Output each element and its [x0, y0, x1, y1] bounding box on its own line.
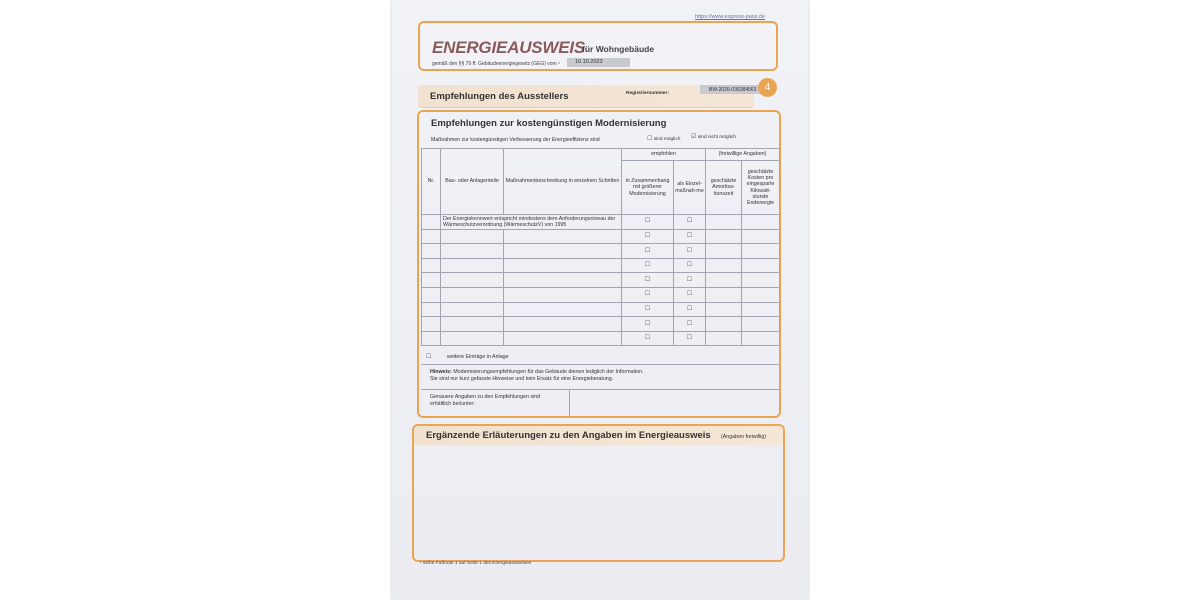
more-entries-label: weitere Einträge in Anlage [447, 354, 509, 360]
col-component: Bau- oder Anlagenteile [441, 149, 504, 215]
cell-component [441, 244, 504, 259]
table-row [422, 258, 780, 273]
checkbox-empty-icon[interactable]: ☐ [686, 247, 693, 254]
measures-table [421, 148, 780, 346]
table-row [422, 229, 780, 244]
table-row [422, 215, 780, 230]
cell-amortisation [706, 287, 742, 302]
cell-nr [422, 229, 441, 244]
more-entries-row [421, 350, 779, 364]
option-possible[interactable] [647, 135, 680, 142]
cell-description [504, 302, 622, 317]
details-text [430, 394, 540, 408]
hint-line-2: Sie sind nur kurz gefasste Hinweise und kein Ersatz für eine Energieberatung. [430, 376, 614, 383]
cell-in-context [622, 229, 674, 244]
measures-statement: Maßnahmen zur kostengünstigen Verbesserung der Energieeffizienz sind [431, 137, 600, 143]
checkbox-empty-icon[interactable]: ☐ [647, 136, 653, 142]
hint-line-1: Modernisierungsempfehlungen für das Gebäude dienen lediglich der Information. [453, 369, 644, 375]
table-row [422, 331, 780, 346]
col-description: Maßnahmenbeschreibung in einzelnen Schritten [504, 149, 622, 215]
cell-single-measure [674, 331, 706, 346]
option-possible-label: sind möglich [653, 137, 681, 142]
checkbox-empty-icon[interactable]: ☐ [686, 232, 693, 239]
additional-notes-title: Ergänzende Erläuterungen zu den Angaben im Energieausweis [426, 430, 711, 441]
cell-in-context [622, 273, 674, 288]
footnote: ¹ siehe Fußnote 1 auf Seite 1 des Energieausweises [420, 561, 532, 566]
checkbox-empty-icon[interactable]: ☐ [644, 320, 651, 327]
law-reference: gemäß den §§ 79 ff. Gebäudeenergiegesetz (GEG) vom ¹ [432, 61, 560, 67]
cell-amortisation [706, 215, 742, 230]
registration-number-field: BW-2026-036384563 [700, 85, 774, 94]
checkbox-checked-icon[interactable]: ☑ [691, 134, 697, 140]
cell-cost [742, 215, 780, 230]
details-row [421, 390, 779, 416]
cell-cost [742, 244, 780, 259]
cell-single-measure [674, 273, 706, 288]
cell-component [441, 229, 504, 244]
cell-component [441, 317, 504, 332]
cell-nr [422, 331, 441, 346]
details-line-2: erhältlich bei/unter: [430, 401, 475, 408]
checkbox-empty-icon[interactable]: ☐ [686, 218, 693, 225]
cell-cost [742, 302, 780, 317]
cell-cost [742, 317, 780, 332]
cell-cost [742, 331, 780, 346]
checkbox-empty-icon[interactable]: ☐ [686, 276, 693, 283]
cell-nr [422, 258, 441, 273]
cell-description [504, 287, 622, 302]
checkbox-empty-icon[interactable]: ☐ [426, 354, 432, 360]
cell-in-context [622, 244, 674, 259]
checkbox-empty-icon[interactable]: ☐ [686, 335, 693, 342]
cell-component [441, 273, 504, 288]
document-title: ENERGIEAUSWEIS [432, 38, 586, 57]
website-link[interactable]: https://www.express-pass.de [695, 14, 766, 20]
checkbox-empty-icon[interactable]: ☐ [686, 320, 693, 327]
cell-in-context [622, 317, 674, 332]
measures-rows [422, 215, 780, 346]
cell-nr [422, 302, 441, 317]
table-row [422, 302, 780, 317]
hint-label: Hinweis: [430, 369, 452, 375]
background-right [808, 0, 1200, 600]
col-amortisation: geschätzte Amortisa-tionszeit [706, 161, 742, 215]
registration-label: Registriernummer: [626, 91, 669, 96]
cell-cost [742, 273, 780, 288]
cell-amortisation [706, 302, 742, 317]
cell-component [441, 331, 504, 346]
cell-component [441, 258, 504, 273]
section-title: Empfehlungen des Ausstellers [430, 91, 569, 102]
energy-certificate-page [392, 0, 808, 600]
details-line-1: Genauere Angaben zu den Empfehlungen sind [430, 394, 541, 400]
additional-notes-box [412, 424, 785, 562]
checkbox-empty-icon[interactable]: ☐ [644, 291, 651, 298]
cell-amortisation [706, 229, 742, 244]
cell-single-measure [674, 215, 706, 230]
page-number-badge: 4 [758, 78, 777, 97]
cell-nr [422, 244, 441, 259]
hint-text [430, 369, 644, 383]
checkbox-empty-icon[interactable]: ☐ [644, 305, 651, 312]
checkbox-empty-icon[interactable]: ☐ [686, 262, 693, 269]
cell-component [441, 287, 504, 302]
col-recommended: empfohlen [622, 149, 706, 161]
cell-nr [422, 317, 441, 332]
cell-amortisation [706, 258, 742, 273]
additional-notes-optional: (Angaben freiwillig) [721, 434, 767, 440]
table-row [422, 287, 780, 302]
cell-amortisation [706, 331, 742, 346]
cell-description [504, 317, 622, 332]
cell-description [504, 258, 622, 273]
cell-single-measure [674, 317, 706, 332]
cell-amortisation [706, 244, 742, 259]
cell-cost [742, 258, 780, 273]
recommendations-title: Empfehlungen zur kostengünstigen Modernisierung [431, 118, 667, 129]
cell-description [504, 244, 622, 259]
checkbox-empty-icon[interactable]: ☐ [644, 218, 651, 225]
cell-nr [422, 273, 441, 288]
cell-single-measure [674, 244, 706, 259]
checkbox-empty-icon[interactable]: ☐ [644, 247, 651, 254]
cell-in-context [622, 287, 674, 302]
col-nr: Nr. [422, 149, 441, 215]
col-in-context: in Zusammenhang mit größerer Modernisierung [622, 161, 674, 215]
col-cost: geschätzte Kosten pro eingesparte Kilowatt-stunde Endenergie [742, 161, 780, 215]
issue-date-field: 16.10.2023 [567, 58, 630, 67]
checkbox-empty-icon[interactable]: ☐ [686, 291, 693, 298]
cell-in-context [622, 331, 674, 346]
cell-component [441, 302, 504, 317]
cell-in-context [622, 258, 674, 273]
checkbox-empty-icon[interactable]: ☐ [644, 335, 651, 342]
checkbox-empty-icon[interactable]: ☐ [644, 262, 651, 269]
cell-description [504, 331, 622, 346]
cell-cost [742, 287, 780, 302]
details-divider [569, 390, 570, 416]
section-header [418, 85, 757, 107]
table-row [422, 273, 780, 288]
checkbox-empty-icon[interactable]: ☐ [686, 305, 693, 312]
option-not-possible[interactable] [691, 133, 736, 140]
document-subtitle: für Wohngebäude [582, 44, 655, 54]
hint-row [421, 364, 779, 390]
cell-component: Der Energiekennwert entspricht mindestens dem Anforderungsniveau der Wärmeschutzverordnung (WärmeschutzV) von 1995 [441, 215, 622, 230]
cell-nr [422, 287, 441, 302]
cell-single-measure [674, 229, 706, 244]
table-row [422, 244, 780, 259]
background-left [0, 0, 392, 600]
cell-amortisation [706, 273, 742, 288]
checkbox-empty-icon[interactable]: ☐ [644, 276, 651, 283]
header-box [418, 21, 778, 71]
cell-single-measure [674, 302, 706, 317]
cell-nr [422, 215, 441, 230]
cell-description [504, 229, 622, 244]
checkbox-empty-icon[interactable]: ☐ [644, 232, 651, 239]
cell-in-context [622, 302, 674, 317]
additional-notes-header [414, 426, 783, 445]
cell-in-context [622, 215, 674, 230]
col-single-measure: als Einzel-maßnah-me [674, 161, 706, 215]
recommendations-box [417, 110, 781, 418]
cell-single-measure [674, 287, 706, 302]
cell-description [504, 273, 622, 288]
table-row [422, 317, 780, 332]
option-not-possible-label: sind nicht möglich [697, 135, 736, 140]
cell-amortisation [706, 317, 742, 332]
cell-cost [742, 229, 780, 244]
cell-single-measure [674, 258, 706, 273]
col-optional: (freiwillige Angaben) [706, 149, 780, 161]
